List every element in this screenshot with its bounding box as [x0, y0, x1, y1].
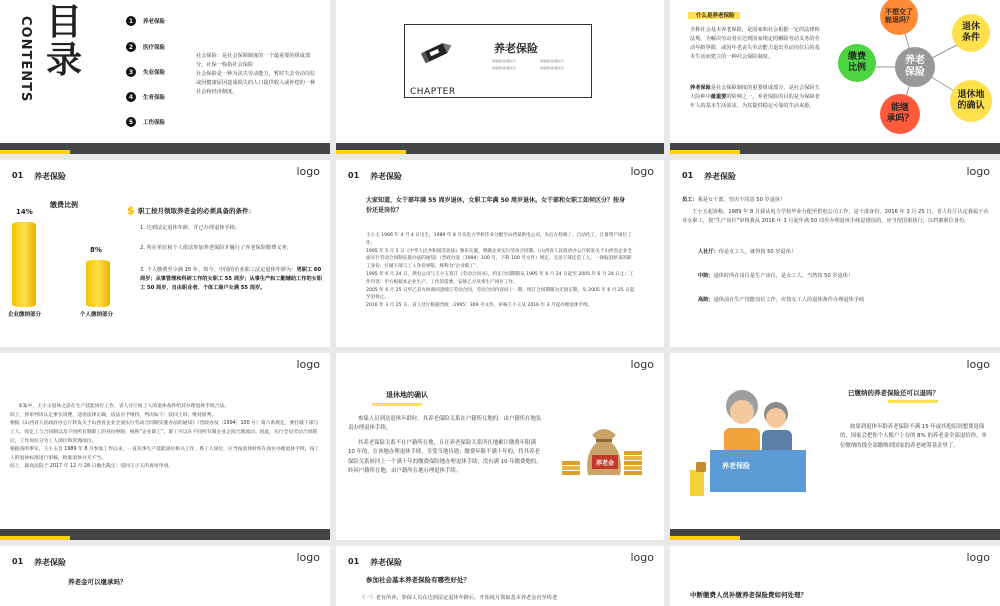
section-number: 01 — [682, 171, 694, 180]
personal-ratio-label: 8% — [90, 246, 102, 254]
footer-bar — [0, 143, 330, 154]
heading-underline — [372, 403, 422, 406]
logo: logo — [630, 165, 654, 178]
dialog-line-employee: 员工：我是女干部，坚决不同意 50 岁退休！ — [682, 197, 786, 203]
company-ratio-bar — [12, 222, 36, 307]
logo: logo — [630, 358, 654, 371]
heading-underline — [888, 400, 938, 403]
chapter-label: CHAPTER — [410, 87, 456, 97]
toc-item-4[interactable]: 4 生育保险 — [126, 92, 165, 102]
slide-contribution-ratio[interactable] — [0, 160, 330, 347]
logo: logo — [296, 551, 320, 564]
slide-refund[interactable] — [670, 353, 1000, 540]
conditions-heading: 职工按月领取养老金的必须具备的条件： — [138, 207, 255, 215]
personal-ratio-bar — [86, 260, 110, 307]
section-title: 养老保险 — [370, 172, 402, 181]
benefit-line: （一）老有所养。参保人员在达到法定退休年龄后，开始按月领取基本养老金直至终老 — [360, 595, 558, 601]
slide-case[interactable] — [336, 160, 664, 347]
pension-sign: 养老保险 — [722, 462, 750, 470]
section-number: 01 — [12, 557, 24, 566]
case-body: 王小玉 1966 年 4 月 4 日出生，1989 年 8 月从电力学校毕业分配至山西某供电公司，先后在检修工、自动化工、计量资产岗位工作。 1995 年 5 月 1 日《中华人民共和国劳动法》颁布实施，明确企业实行劳动合同制。《山西省人民政府办公厅转发关于山西省企业全面实行劳动合同制实施办法的通知》（晋政办发〔1994〕100 号，下称 100 号文件）规定，无论干部还是工人，一律取消原来的职工身份，打破干部与工人身份界限，统称为“企业职工”。 1995 年 6 月 24 日，供电公司与王小玉签订《劳动合同书》，约定合同期限从 1995 年 6 月 24 日起至 2005 年 6 月 24 日止；工作内容：甲方根据本企业生产、工作的需要，安排乙方从事生产岗位工作。 2005 年 6 月 25 日甲乙双方协商同意续订劳动合同，劳动合同内容同上一期，续订合同期限为无固定期，从 2005 年 6 月 25 日起至退休止。 2016 年 3 月 25 日，省人社厅根据晋政〔1995〕309 号文件，审核王小玉从 2016 年 3 月起办理退休手续。 — [366, 233, 635, 309]
mindmap-node-ratio[interactable]: 缴费 比例 — [838, 44, 876, 82]
toc-item-2[interactable]: 2 医疗保险 — [126, 42, 165, 52]
logo: logo — [630, 551, 654, 564]
confirm-paragraph-1: 参保人员到达退休年龄时，其养老保险关系在户籍所在地的，由户籍所在地负责办理退休手续。 — [348, 416, 542, 432]
chapter-title: 养老保险 — [494, 42, 538, 55]
mindmap-center: 养老 保险 — [895, 47, 935, 87]
slide-inherit[interactable] — [0, 546, 330, 606]
elderly-couple-illustration — [680, 378, 820, 498]
slide-interrupted[interactable] — [670, 546, 1000, 606]
logo: logo — [296, 358, 320, 371]
dialog-line-court: 中院：退休时所在岗位是生产岗位，是女工人，当然按 50 岁退休！ — [698, 273, 854, 279]
mindmap-node-inherit[interactable]: 能继 承吗？ — [880, 94, 920, 134]
slide-toc[interactable] — [0, 0, 330, 154]
toc-description: 社会保险：是社会保障制度的一个最重要的组成部分，社保一般指社会保险 社会保险是一种为丧失劳动能力、暂时失去劳动岗位或因健康原因造成损失的人口提供收入或补偿的一种社会和经济制度。 — [196, 53, 316, 96]
footer-bar — [336, 143, 664, 154]
judgment-body: 本案中，王小玉退休之前在生产技能岗位工作，省人社厅按工人的退休条件给其办理退休手续合法。 综上，原审判决认定事实清楚，适用法律正确，依法应予维持。判决如下：驳回上诉，维持原判。 根据《山西省人民政府办公厅转发关于山西省企业全面实行劳动合同制实施办法的通知》（晋政办发〔1994〕100 号）第六条规定，要打破干部与工人、固定工与合同制以及不同所有制职工的身份界限，统称“企业职工”。职工可以在不同所有制企业之间合理流动。因此，实行全员劳动合同制后，工作岗位分为工人岗位和管理岗位。 根据查明事实，王小玉自 1989 年 8 月参加工作以来，一直从事生产技能岗位相关工作，系工人岗位，应当按退休时所在岗位办理退休手续，按工人的退休标准进行审核，批准退休并无不当。 综上，最高法院于 2017 年 12 月 28 日做出裁定：驳回王小玉的再审申请。 — [10, 404, 320, 470]
logo: logo — [966, 165, 990, 178]
slide-dialog[interactable] — [670, 160, 1000, 347]
condition-3: 3. 个人缴费至少满 15 年。如今，中国的企业职工法定退休年龄为：男职工 60 周岁；从事管理和科研工作的女职工 55 周岁；从事生产和工勤辅助工作的女职工 50 周岁，自由职业者、个体工商户女满 55 周岁。 — [140, 267, 323, 292]
chapter-bullets — [492, 59, 588, 70]
toc-subtitle: CONTENTS — [18, 16, 33, 103]
refund-heading: 已缴纳的养老保险还可以退吗？ — [848, 389, 939, 397]
slide-what-is-pension[interactable] — [670, 0, 1000, 154]
section-title: 养老保险 — [34, 558, 66, 567]
mindmap-node-conditions[interactable]: 退休 条件 — [952, 14, 990, 52]
toc-item-1[interactable]: 1 养老保险 — [126, 16, 165, 26]
footer-bar — [670, 143, 1000, 154]
interrupt-heading: 中断缴费人员补缴养老保险费如何处理？ — [690, 591, 807, 599]
section-title: 养老保险 — [370, 558, 402, 567]
toc-title: 目录 — [46, 2, 83, 81]
ratio-title: 缴费比例 — [50, 201, 78, 209]
section-number: 01 — [348, 557, 360, 566]
toc-item-3[interactable]: 3 失业保险 — [126, 67, 165, 77]
section-title: 养老保险 — [704, 172, 736, 181]
logo: logo — [966, 551, 990, 564]
company-ratio-name: 企业缴纳部分 — [8, 312, 42, 318]
chapter-bullet: 添加相关标题文字 — [492, 59, 517, 63]
case-question: 大家知道，女干部年满 55 周岁退休，女职工年满 50 周岁退休。女干部和女职工如何区分？按身份还是岗位？ — [366, 197, 626, 215]
what-paragraph-1: 全称社会基本养老保险，是国家和社会根据一定的法律和法规，为解决劳动者在达到国家规定的解除劳动义务的劳动年龄界限，或因年老丧失劳动能力退出劳动岗位后的基本生活而建立的一种社会保险制度。 — [690, 27, 820, 61]
slide-judgment[interactable] — [0, 353, 330, 540]
refund-paragraph: 如果到退休年龄养老保险不满 15 年或其他原因想要退保的，国家会把你个人账户上存的 8% 的养老金全部退给你。单位缴纳的钱全部缴纳到国家的养老统筹基金里了。 — [840, 424, 987, 449]
what-paragraph-2: 养老保险是社会保障制度的重要组成部分，是社会保险五大险种中最重要的险种之一。养老保险的目的是为保障老年人的基本生活需求，为其提供稳定可靠的生活来源。 — [690, 85, 820, 110]
what-heading: 什么是养老保险 — [696, 13, 735, 19]
dialog-line-hrss: 人社厅：你是女工人，就得按 50 岁退休！ — [698, 249, 797, 255]
slide-retirement-location[interactable] — [336, 353, 664, 540]
chapter-bullet: 添加相关标题文字 — [540, 66, 565, 70]
footer-bar — [0, 529, 330, 540]
inherit-heading: 养老金可以继承吗？ — [68, 578, 127, 586]
logo: logo — [966, 358, 990, 371]
chapter-bullet: 添加相关标题文字 — [492, 66, 517, 70]
section-number: 01 — [12, 171, 24, 180]
personal-ratio-name: 个人缴纳部分 — [80, 312, 114, 318]
condition-2: 2. 所在单位和个人依法参加养老保险并履行了养老保险缴费义务； — [140, 245, 292, 251]
money-bag-label: 养老金 — [596, 460, 615, 467]
slide-chapter[interactable] — [336, 0, 664, 154]
confirm-heading: 退休地的确认 — [386, 391, 428, 399]
dollar-icon: $ — [127, 204, 135, 217]
slide-benefits[interactable] — [336, 546, 664, 606]
benefit-heading: 参加社会基本养老保险有哪些好处？ — [366, 576, 470, 584]
money-bag-image — [558, 421, 650, 491]
chapter-bullet: 添加相关标题文字 — [540, 59, 565, 63]
logo: logo — [296, 165, 320, 178]
dialog-paragraph: 王小玉起诉称，1989 年 8 月我从电力学校毕业分配至供电公司工作，是干部身份。2016 年 3 月 25 日，省人社厅认定我属于企业女职工，按“生产岗位”审核我从 2016 年 3 月起年满 50 周岁办理退休手续是错误的，应当按国策执行，以档案职位身份。 — [682, 209, 989, 225]
toc-item-5[interactable]: 5 工伤保险 — [126, 117, 165, 127]
footer-bar — [670, 529, 1000, 540]
mindmap-node-withdraw[interactable]: 不想交了能退吗？ — [880, 0, 918, 35]
section-number: 01 — [348, 171, 360, 180]
pencil-icon — [420, 37, 456, 67]
mindmap-node-location[interactable]: 退休地 的确认 — [950, 80, 992, 122]
confirm-paragraph-2: 其养老保险关系不在户籍所在地，且在养老保险关系所在地累计缴费年限满 10 年的，在该地办理退休手续，享受当地待遇；缴费年限不满十年的，将其养老保险关系转回上一个满十年的缴费保险地办理退休手续；没有满 10 年缴费地的，转回户籍所在地，由户籍所在地办理退休手续。 — [348, 440, 542, 475]
section-title: 养老保险 — [34, 172, 66, 181]
dialog-line-high-court: 高院：退休前在生产技能岗位工作，应按女工人的退休条件办理退休手续 — [698, 297, 865, 303]
company-ratio-label: 14% — [16, 208, 33, 216]
condition-1: 1. 达到法定退休年龄，并已办理退休手续； — [140, 225, 240, 231]
